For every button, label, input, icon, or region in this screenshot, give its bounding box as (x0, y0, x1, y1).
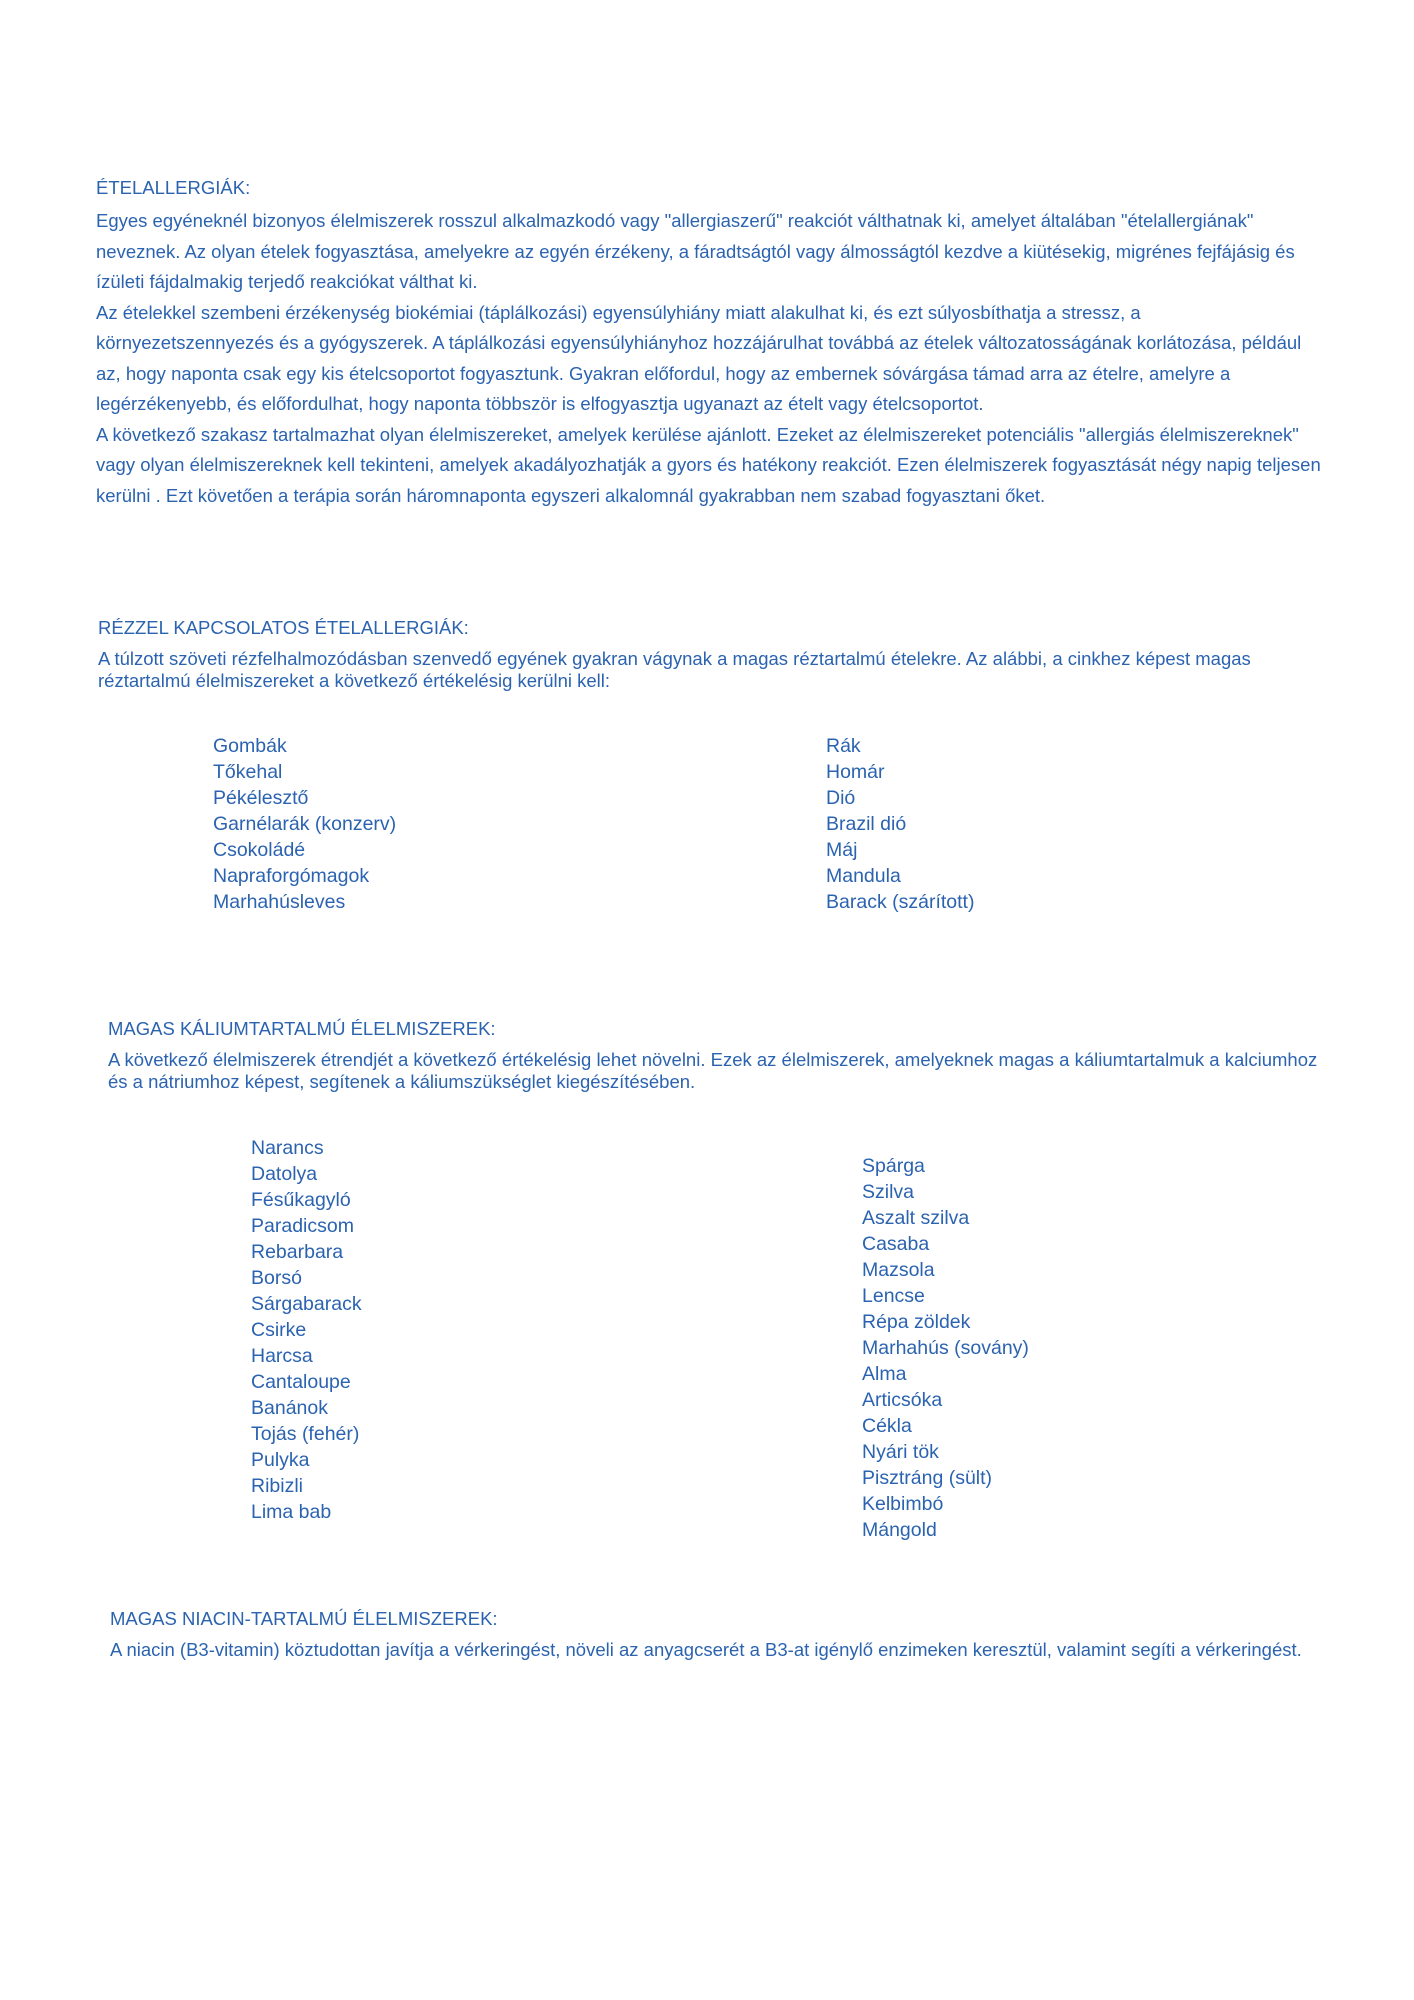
food-item: Borsó (251, 1267, 302, 1289)
potassium-title: MAGAS KÁLIUMTARTALMÚ ÉLELMISZEREK: (108, 1018, 496, 1039)
food-item: Cékla (862, 1415, 912, 1437)
food-item: Spárga (862, 1155, 925, 1177)
food-item: Brazil dió (826, 813, 907, 835)
food-item: Fésűkagyló (251, 1189, 351, 1211)
food-item: Ribizli (251, 1475, 304, 1497)
food-item: Lencse (862, 1285, 925, 1307)
copper-description: A túlzott szöveti rézfelhalmozódásban szenvedő egyének gyakran vágynak a magas réztartalmú ételekre. Az alábbi, a cinkhez képest magas réztartalmú élelmiszereket a következő értékelésig kerülni kell: (98, 648, 1251, 691)
food-item: Csirke (251, 1319, 307, 1341)
food-item: Aszalt szilva (862, 1207, 970, 1229)
food-item: Napraforgómagok (213, 865, 370, 887)
food-item: Pulyka (251, 1449, 310, 1471)
food-item: Rák (826, 735, 861, 757)
food-item: Tőkehal (213, 761, 283, 783)
food-item: Pisztráng (sült) (862, 1467, 993, 1489)
food-item: Articsóka (862, 1389, 943, 1411)
food-item: Tojás (fehér) (251, 1423, 360, 1445)
food-item: Csokoládé (213, 839, 306, 861)
food-item: Mandula (826, 865, 901, 887)
food-item: Kelbimbó (862, 1493, 944, 1515)
potassium-section (108, 1017, 1333, 1093)
food-item: Pékélesztő (213, 787, 309, 809)
copper-section (98, 616, 1323, 692)
food-item: Nyári tök (862, 1441, 939, 1463)
intro-section (96, 176, 1321, 511)
food-item: Cantaloupe (251, 1371, 351, 1393)
niacin-title: MAGAS NIACIN-TARTALMÚ ÉLELMISZEREK: (110, 1608, 498, 1629)
food-item: Barack (szárított) (826, 891, 975, 913)
food-item: Marhahúsleves (213, 891, 346, 913)
copper-title: RÉZZEL KAPCSOLATOS ÉTELALLERGIÁK: (98, 617, 469, 638)
food-item: Mángold (862, 1519, 937, 1541)
food-item: Harcsa (251, 1345, 313, 1367)
intro-paragraph: A következő szakasz tartalmazhat olyan élelmiszereket, amelyek kerülése ajánlott. Ezeket az élelmiszereket potenciális "allergiás élelmiszereknek" vagy olyan élelmiszereknek kell tekinteni, amelyek akadályozhatják a gyors és hatékony reakciót. Ezen élelmiszerek fogyasztását négy napig teljesen kerülni . Ezt követően a terápia során háromnaponta egyszeri alkalomnál gyakrabban nem szabad fogyasztani őket. (96, 423, 1321, 506)
intro-paragraph: Az ételekkel szembeni érzékenység biokémiai (táplálkozási) egyensúlyhiány miatt alakulhat ki, és ezt súlyosbíthatja a stressz, a környezetszennyezés és a gyógyszerek. A táplálkozási egyensúlyhiányhoz hozzájárulhat továbbá az ételek változatosságának korlátozása, például az, hogy naponta csak egy kis ételcsoportot fogyasztunk. Gyakran előfordul, hogy az embernek sóvárgása támad arra az ételre, amelyre a legérzékenyebb, és előfordulhat, hogy naponta többször is elfogyasztja ugyanazt az ételt vagy ételcsoportot. (96, 301, 1302, 414)
food-item: Homár (826, 761, 885, 783)
niacin-section (110, 1607, 1325, 1661)
food-item: Alma (862, 1363, 907, 1385)
food-item: Máj (826, 839, 858, 861)
food-item: Lima bab (251, 1501, 332, 1523)
intro-title: ÉTELALLERGIÁK: (96, 177, 251, 198)
food-item: Garnélarák (konzerv) (213, 813, 397, 835)
potassium-list-right (862, 1153, 1029, 1543)
intro-paragraph: Egyes egyéneknél bizonyos élelmiszerek rosszul alkalmazkodó vagy "allergiaszerű" reakciót válthatnak ki, amelyet általában "ételallergiának" neveznek. Az olyan ételek fogyasztása, amelyekre az egyén érzékeny, a fáradtságtól vagy álmosságtól kezdve a kiütésekig, migrénes fejfájásig és ízületi fájdalmakig terjedő reakciókat válthat ki. (96, 210, 1295, 292)
copper-list-left (213, 733, 396, 915)
potassium-description: A következő élelmiszerek étrendjét a következő értékelésig lehet növelni. Ezek az élelmiszerek, amelyeknek magas a káliumtartalmuk a kalciumhoz és a nátriumhoz képest, segítenek a káliumszükséglet kiegészítésében. (108, 1049, 1318, 1092)
food-item: Szilva (862, 1181, 915, 1203)
food-item: Casaba (862, 1233, 930, 1255)
niacin-description: A niacin (B3-vitamin) köztudottan javítja a vérkeringést, növeli az anyagcserét a B3-at igénylő enzimeken keresztül, valamint segíti a vérkeringést. (110, 1639, 1302, 1660)
food-item: Répa zöldek (862, 1311, 971, 1333)
potassium-list-left (251, 1135, 362, 1525)
food-item: Rebarbara (251, 1241, 344, 1263)
food-item: Datolya (251, 1163, 318, 1185)
food-item: Mazsola (862, 1259, 935, 1281)
food-item: Banánok (251, 1397, 328, 1419)
food-item: Gombák (213, 735, 287, 757)
food-item: Paradicsom (251, 1215, 354, 1237)
food-item: Dió (826, 787, 856, 809)
food-item: Marhahús (sovány) (862, 1337, 1029, 1359)
food-item: Narancs (251, 1137, 324, 1159)
food-item: Sárgabarack (251, 1293, 362, 1315)
copper-list-right (826, 733, 974, 915)
